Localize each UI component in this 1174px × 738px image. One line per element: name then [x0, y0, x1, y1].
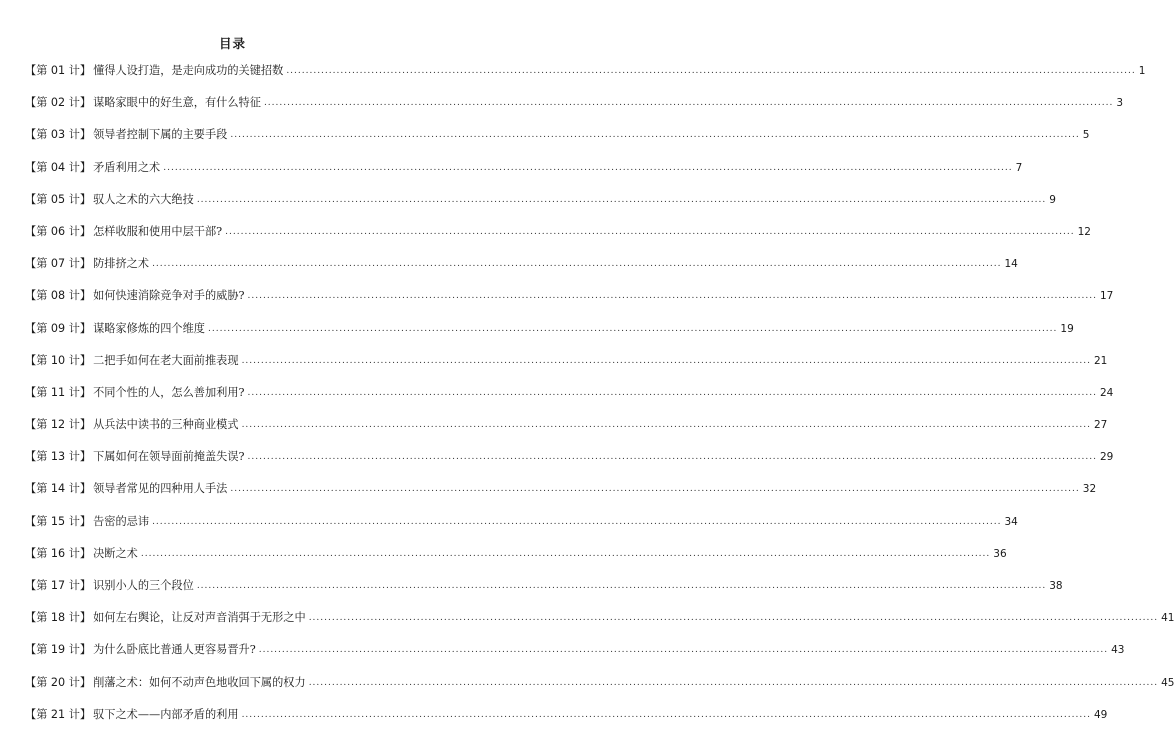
toc-entry-label: 【第 11 计】 — [25, 385, 92, 399]
toc-entry[interactable] — [25, 352, 1108, 384]
toc-entry-title: 告密的忌讳 — [93, 514, 150, 528]
toc-entry-page-number: 1 — [1138, 65, 1146, 77]
toc-entry-page-number: 14 — [1004, 258, 1018, 271]
toc-entry-title: 领导者常见的四种用人手法 — [93, 482, 228, 496]
toc-entry-label: 【第 20 计】 — [25, 675, 92, 689]
toc-entry-title: 不同个性的人，怎么善加利用? — [93, 385, 245, 399]
toc-entry[interactable] — [25, 287, 1114, 319]
toc-entry-title: 矛盾利用之术 — [93, 160, 161, 174]
toc-entry-page-number: 7 — [1015, 161, 1023, 174]
toc-entry-title: 谋略家眼中的好生意，有什么特征 — [93, 96, 261, 110]
toc-dot-leader: ............................................................................................................................................................................................................................ — [241, 420, 1091, 431]
toc-entry-title: 懂得人设打造，是走向成功的关键招数 — [93, 64, 284, 77]
toc-entry[interactable] — [25, 255, 1018, 287]
toc-entry-title: 决断之术 — [93, 546, 138, 560]
toc-entry-label: 【第 01 计】 — [25, 64, 92, 77]
toc-entry-page-number: 9 — [1049, 193, 1056, 206]
toc-entry[interactable] — [25, 94, 1124, 126]
toc-entry-label: 【第 13 计】 — [25, 450, 92, 464]
toc-entry-label: 【第 02 计】 — [25, 96, 92, 110]
toc-entry-label: 【第 19 计】 — [25, 643, 92, 657]
toc-dot-leader: ............................................................................................................................................................................................................................ — [152, 516, 1002, 527]
toc-entry[interactable] — [25, 223, 1091, 255]
toc-entry-page-number: 41 — [1161, 612, 1174, 625]
toc-dot-leader: ............................................................................................................................................................................................................................ — [230, 130, 1080, 141]
toc-entry-title: 驭下之术——内部矛盾的利用 — [93, 707, 239, 721]
toc-entry-page-number: 36 — [993, 547, 1007, 560]
toc-entry[interactable] — [25, 416, 1108, 448]
toc-entry[interactable] — [25, 577, 1063, 609]
toc-entry[interactable] — [25, 159, 1023, 191]
toc-entry-title: 二把手如何在老大面前推表现 — [93, 353, 239, 367]
toc-entry-page-number: 43 — [1111, 644, 1125, 657]
toc-dot-leader: ............................................................................................................................................................................................................................ — [247, 387, 1097, 398]
toc-entry-title: 识别小人的三个段位 — [93, 579, 194, 592]
toc-entry[interactable] — [25, 191, 1056, 223]
toc-dot-leader: ............................................................................................................................................................................................................................ — [308, 677, 1159, 688]
toc-entry-label: 【第 05 计】 — [25, 192, 92, 206]
toc-dot-leader: ............................................................................................................................................................................................................................ — [247, 452, 1097, 463]
toc-entry-title: 如何左右舆论，让反对声音消弭于无形之中 — [93, 611, 306, 625]
toc-dot-leader: ............................................................................................................................................................................................................................ — [258, 645, 1109, 656]
toc-entry-page-number: 29 — [1099, 451, 1114, 464]
toc-entry[interactable] — [25, 480, 1097, 512]
toc-entry-page-number: 24 — [1099, 386, 1114, 399]
toc-entry-label: 【第 12 计】 — [25, 418, 92, 432]
toc-entry[interactable] — [25, 320, 1074, 352]
toc-entry-page-number: 38 — [1049, 580, 1063, 592]
toc-entry-label: 【第 07 计】 — [25, 257, 92, 271]
toc-entry[interactable] — [25, 384, 1114, 416]
toc-entry-label: 【第 14 计】 — [25, 482, 92, 496]
toc-entry-title: 为什么卧底比普通人更容易晋升? — [93, 643, 256, 657]
toc-entry-label: 【第 10 计】 — [25, 353, 92, 367]
toc-entry[interactable] — [25, 609, 1174, 641]
toc-entry-label: 【第 06 计】 — [25, 224, 92, 238]
toc-entry-page-number: 45 — [1161, 676, 1174, 689]
toc-dot-leader: ............................................................................................................................................................................................................................ — [230, 484, 1080, 495]
toc-entry-title: 驭人之术的六大绝技 — [93, 192, 194, 206]
toc-entry-page-number: 5 — [1082, 129, 1090, 142]
toc-entry-label: 【第 21 计】 — [25, 707, 92, 721]
toc-entry-page-number: 19 — [1060, 322, 1074, 335]
toc-list — [25, 62, 1174, 738]
toc-entry-page-number: 17 — [1099, 290, 1114, 303]
toc-dot-leader: ............................................................................................................................................................................................................................ — [140, 548, 991, 559]
toc-entry-label: 【第 03 计】 — [25, 128, 92, 142]
toc-entry-label: 【第 15 计】 — [25, 514, 92, 528]
toc-entry-title: 从兵法中读书的三种商业模式 — [93, 418, 239, 432]
toc-entry-page-number: 21 — [1093, 354, 1108, 367]
toc-dot-leader: ............................................................................................................................................................................................................................ — [163, 162, 1013, 173]
toc-entry[interactable] — [25, 674, 1174, 706]
toc-entry-title: 谋略家修炼的四个维度 — [93, 321, 205, 335]
toc-entry-title: 下属如何在领导面前掩盖失误? — [93, 450, 245, 464]
toc-entry-label: 【第 18 计】 — [25, 611, 92, 625]
toc-entry-label: 【第 17 计】 — [25, 579, 92, 592]
toc-dot-leader: ............................................................................................................................................................................................................................ — [225, 226, 1075, 237]
toc-dot-leader: ............................................................................................................................................................................................................................ — [196, 194, 1047, 205]
toc-dot-leader: ............................................................................................................................................................................................................................ — [241, 355, 1091, 366]
toc-entry-label: 【第 04 计】 — [25, 160, 92, 174]
toc-entry[interactable] — [25, 513, 1018, 545]
toc-entry[interactable] — [25, 448, 1114, 480]
toc-entry-label: 【第 09 计】 — [25, 321, 92, 335]
toc-entry-label: 【第 16 计】 — [25, 546, 92, 560]
toc-entry-page-number: 3 — [1116, 97, 1124, 110]
toc-entry-label: 【第 08 计】 — [25, 289, 92, 303]
toc-entry[interactable] — [25, 126, 1090, 158]
toc-entry-title: 削藩之术：如何不动声色地收回下属的权力 — [93, 675, 306, 689]
toc-entry[interactable] — [25, 641, 1125, 673]
toc-dot-leader: ............................................................................................................................................................................................................................ — [247, 291, 1097, 302]
toc-entry-page-number: 27 — [1093, 419, 1108, 432]
toc-dot-leader: ............................................................................................................................................................................................................................ — [152, 259, 1002, 270]
toc-entry-title: 如何快速消除竞争对手的威胁? — [93, 289, 245, 303]
toc-entry-page-number: 12 — [1077, 225, 1091, 238]
toc-entry[interactable] — [25, 62, 1146, 94]
toc-dot-leader: ............................................................................................................................................................................................................................ — [241, 709, 1091, 720]
toc-entry-title: 怎样收服和使用中层干部? — [93, 224, 223, 238]
toc-dot-leader: ............................................................................................................................................................................................................................ — [286, 66, 1136, 76]
toc-entry[interactable] — [25, 706, 1108, 738]
toc-entry-title: 领导者控制下属的主要手段 — [93, 128, 228, 142]
toc-dot-leader: ............................................................................................................................................................................................................................ — [263, 98, 1114, 109]
toc-dot-leader: ............................................................................................................................................................................................................................ — [196, 581, 1047, 591]
toc-entry-page-number: 34 — [1004, 515, 1018, 528]
toc-title: 目录 — [218, 36, 246, 51]
toc-entry-page-number: 49 — [1093, 708, 1108, 721]
toc-entry-title: 防排挤之术 — [93, 257, 150, 271]
toc-dot-leader: ............................................................................................................................................................................................................................ — [308, 613, 1159, 624]
toc-dot-leader: ............................................................................................................................................................................................................................ — [208, 323, 1058, 334]
toc-entry[interactable] — [25, 545, 1007, 577]
toc-entry-page-number: 32 — [1082, 483, 1097, 496]
